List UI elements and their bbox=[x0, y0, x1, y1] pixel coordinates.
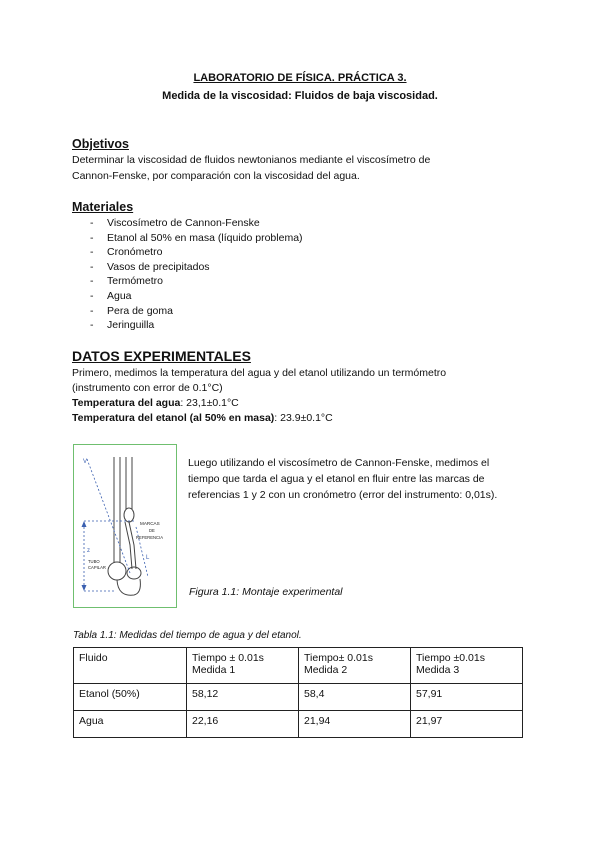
label-referencia: REFERENCIA bbox=[136, 535, 163, 540]
figure-text-line-3: referencias 1 y 2 con un cronómetro (error del instrumento: 0,01s). bbox=[188, 489, 498, 501]
table-cell: Agua bbox=[74, 711, 187, 738]
list-item: - Jeringuilla bbox=[90, 319, 155, 332]
viscometer-diagram bbox=[74, 445, 176, 607]
temp-etanol-value: : 23.9±0.1°C bbox=[274, 412, 333, 424]
objetivos-line-2: Cannon-Fenske, por comparación con la viscosidad del agua. bbox=[72, 170, 360, 182]
page-subtitle: Medida de la viscosidad: Fluidos de baja viscosidad. bbox=[162, 90, 438, 102]
table-cell: Etanol (50%) bbox=[74, 684, 187, 711]
list-item: - Viscosímetro de Cannon-Fenske bbox=[90, 217, 260, 229]
figure-caption: Figura 1.1: Montaje experimental bbox=[189, 586, 343, 598]
materiales-heading: Materiales bbox=[72, 200, 134, 214]
label-z: z bbox=[87, 548, 90, 554]
table-header-cell: Fluido bbox=[74, 648, 187, 684]
table-row bbox=[74, 684, 523, 711]
table-cell: 57,91 bbox=[411, 684, 523, 711]
label-capilar: CAPILAR bbox=[88, 565, 106, 570]
label-de: DE bbox=[149, 528, 155, 533]
figure-text-line-2: tiempo que tarda el agua y el etanol en fluir entre las marcas de bbox=[188, 473, 485, 485]
table-cell: 58,12 bbox=[187, 684, 299, 711]
page-title: LABORATORIO DE FÍSICA. PRÁCTICA 3. bbox=[193, 72, 407, 84]
label-v: V bbox=[83, 459, 88, 465]
temp-etanol-label: Temperatura del etanol (al 50% en masa) bbox=[72, 412, 275, 424]
list-item: - Vasos de precipitados bbox=[90, 260, 210, 273]
table-cell: 22,16 bbox=[187, 711, 299, 738]
datos-intro-2: (instrumento con error de 0.1°C) bbox=[72, 382, 223, 394]
label-marcas: MARCAS bbox=[140, 521, 160, 526]
list-item: - Agua bbox=[90, 289, 132, 302]
table-row bbox=[74, 711, 523, 738]
objetivos-heading: Objetivos bbox=[72, 137, 129, 151]
table-header-cell: Tiempo ± 0.01s Medida 1 bbox=[187, 648, 299, 684]
temp-agua-value: : 23,1±0.1°C bbox=[180, 397, 239, 409]
datos-intro-1: Primero, medimos la temperatura del agua y del etanol utilizando un termómetro bbox=[72, 367, 447, 379]
datos-heading: DATOS EXPERIMENTALES bbox=[72, 348, 251, 364]
viscometer-figure bbox=[73, 444, 177, 608]
temp-agua-label: Temperatura del agua bbox=[72, 397, 181, 409]
list-item: - Cronómetro bbox=[90, 246, 163, 259]
table-header-row bbox=[74, 648, 523, 684]
temp-etanol bbox=[72, 411, 333, 426]
label-l: L bbox=[146, 555, 150, 561]
table-caption: Tabla 1.1: Medidas del tiempo de agua y del etanol. bbox=[73, 630, 302, 641]
figure-text-line-1: Luego utilizando el viscosímetro de Cannon-Fenske, medimos el bbox=[188, 457, 490, 469]
materiales-list bbox=[90, 216, 303, 333]
objetivos-line-1: Determinar la viscosidad de fluidos newtonianos mediante el viscosímetro de bbox=[72, 154, 431, 166]
table-header-cell: Tiempo ±0.01s Medida 3 bbox=[411, 648, 523, 684]
label-tubo: TUBO bbox=[88, 559, 100, 564]
table-cell: 21,97 bbox=[411, 711, 523, 738]
table-cell: 21,94 bbox=[299, 711, 411, 738]
temp-agua bbox=[72, 396, 239, 411]
measurement-table bbox=[73, 647, 523, 738]
figure-description bbox=[188, 455, 518, 503]
list-item: - Termómetro bbox=[90, 275, 164, 288]
table-cell: 58,4 bbox=[299, 684, 411, 711]
list-item: - Etanol al 50% en masa (líquido problema) bbox=[90, 231, 303, 244]
list-item: - Pera de goma bbox=[90, 304, 173, 317]
objetivos-text bbox=[72, 152, 472, 184]
table-header-cell: Tiempo± 0.01s Medida 2 bbox=[299, 648, 411, 684]
